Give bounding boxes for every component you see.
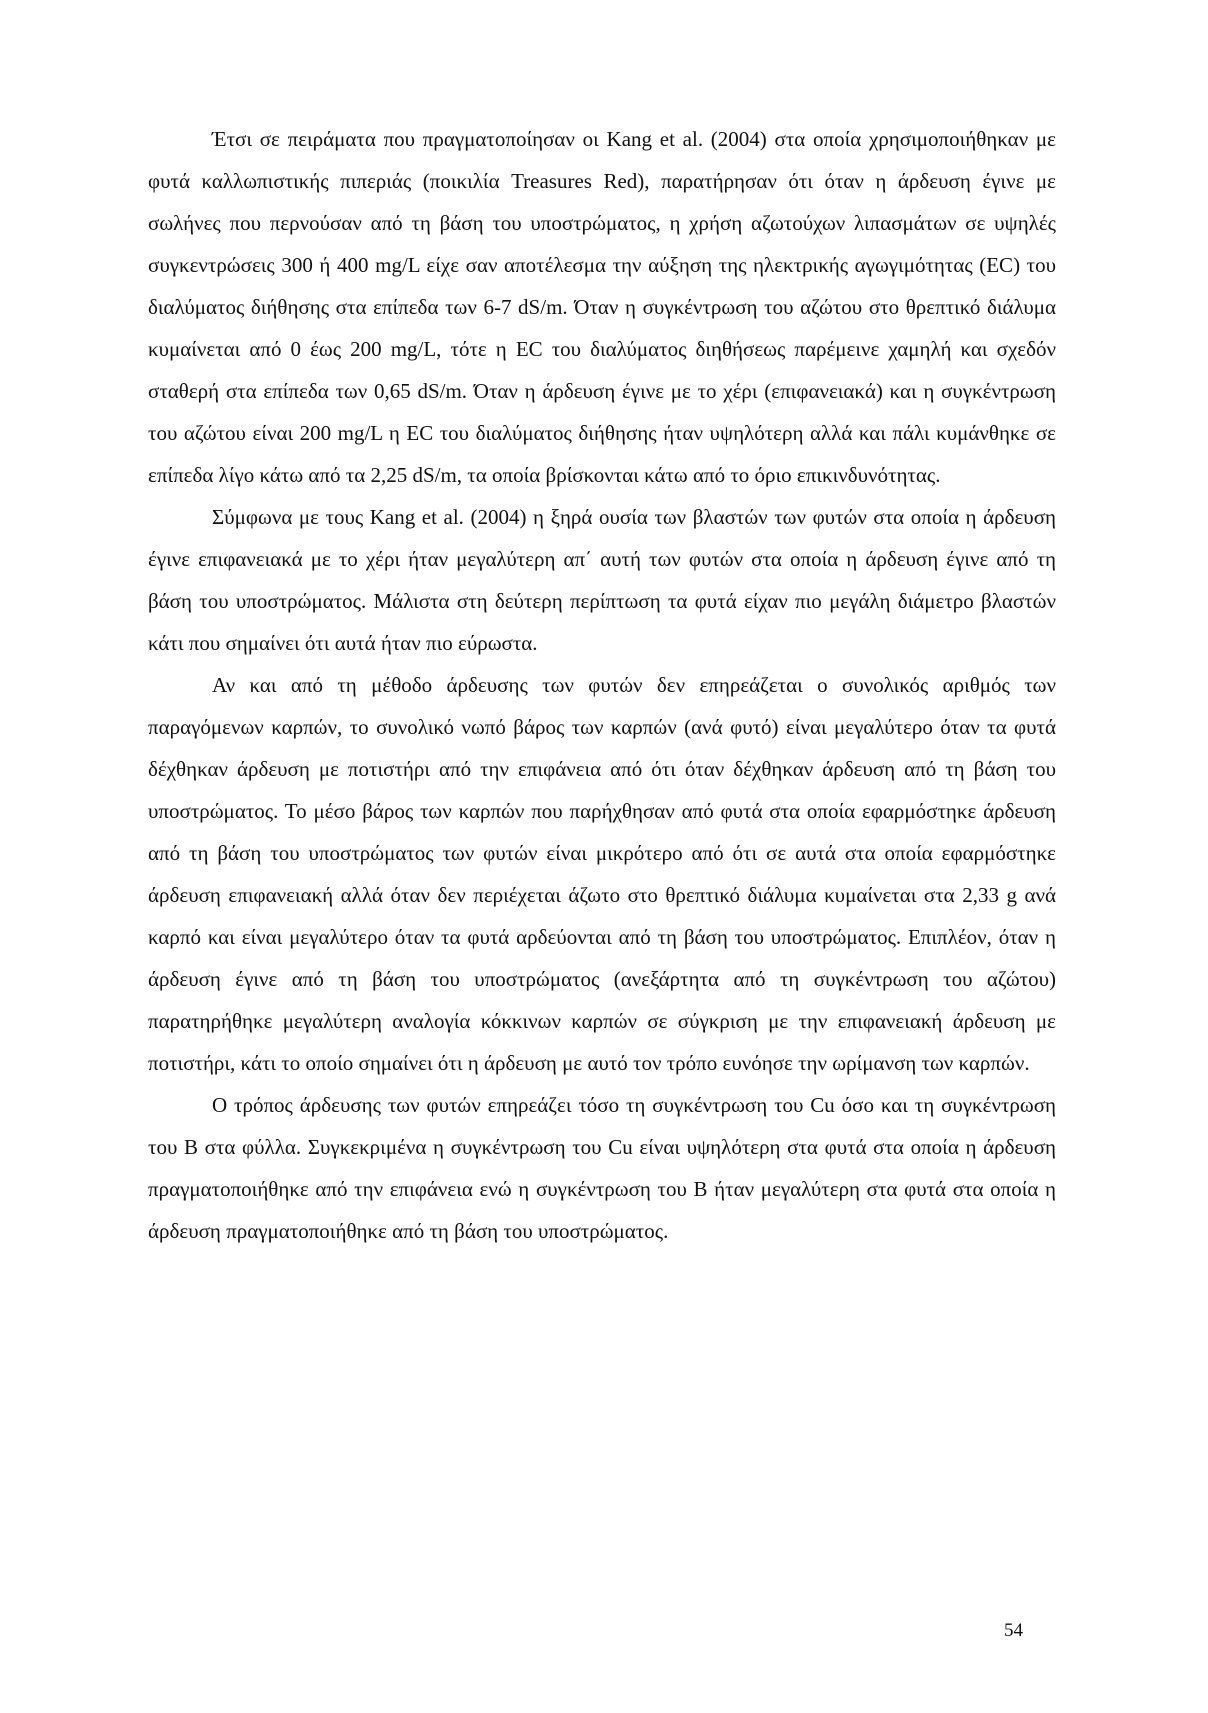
paragraph-cu-b-concentration: Ο τρόπος άρδευσης των φυτών επηρεάζει τόσο τη συγκέντρωση του Cu όσο και τη συγκέντρωση του B στα φύλλα. Συγκεκριμένα η συγκέντρωση του Cu είναι υψηλότερη στα φυτά στα οποία η άρδευση πραγματοποιήθηκε από την επιφάνεια ενώ η συγκέντρωση του B ήταν μεγαλύτερη στα φυτά στα οποία η άρδευση πραγματοποιήθηκε από τη βάση του υποστρώματος. [148,1093,1056,1243]
paragraph-dry-matter: Σύμφωνα με τους Kang et al. (2004) η ξηρά ουσία των βλαστών των φυτών στα οποία η άρδευση έγινε επιφανειακά με το χέρι ήταν μεγαλύτερη απ΄ αυτή των φυτών στα οποία η άρδευση έγινε από τη βάση του υποστρώματος. Μάλιστα στη δεύτερη περίπτωση τα φυτά είχαν πιο μεγάλη διάμετρο βλαστών κάτι που σημαίνει ότι αυτά ήταν πιο εύρωστα. [148,505,1056,655]
page-number: 54 [1004,1620,1023,1641]
paragraph-fruit-weight: Αν και από τη μέθοδο άρδευσης των φυτών δεν επηρεάζεται ο συνολικός αριθμός των παραγόμενων καρπών, το συνολικό νωπό βάρος των καρπών (ανά φυτό) είναι μεγαλύτερο όταν τα φυτά δέχθηκαν άρδευση με ποτιστήρι από την επιφάνεια από ότι όταν δέχθηκαν άρδευση από τη βάση του υποστρώματος. Το μέσο βάρος των καρπών που παρήχθησαν από φυτά στα οποία εφαρμόστηκε άρδευση από τη βάση του υποστρώματος των φυτών είναι μικρότερο από ότι σε αυτά στα οποία εφαρμόστηκε άρδευση επιφανειακή αλλά όταν δεν περιέχεται άζωτο στο θρεπτικό διάλυμα κυμαίνεται στα 2,33 g ανά καρπό και είναι μεγαλύτερο όταν τα φυτά αρδεύονται από τη βάση του υποστρώματος. Επιπλέον, όταν η άρδευση έγινε από τη βάση του υποστρώματος (ανεξάρτητα από τη συγκέντρωση του αζώτου) παρατηρήθηκε μεγαλύτερη αναλογία κόκκινων καρπών σε σύγκριση με την επιφανειακή άρδευση με ποτιστήρι, κάτι το οποίο σημαίνει ότι η άρδευση με αυτό τον τρόπο ευνόησε την ωρίμανση των καρπών. [148,673,1056,1075]
document-body [148,118,1056,1252]
paragraph-irrigation-ec: Έτσι σε πειράματα που πραγματοποίησαν οι Kang et al. (2004) στα οποία χρησιμοποιήθηκαν με φυτά καλλωπιστικής πιπεριάς (ποικιλία Treasures Red), παρατήρησαν ότι όταν η άρδευση έγινε με σωλήνες που περνούσαν από τη βάση του υποστρώματος, η χρήση αζωτούχων λιπασμάτων σε υψηλές συγκεντρώσεις 300 ή 400 mg/L είχε σαν αποτέλεσμα την αύξηση της ηλεκτρικής αγωγιμότητας (EC) του διαλύματος διήθησης στα επίπεδα των 6-7 dS/m. Όταν η συγκέντρωση του αζώτου στο θρεπτικό διάλυμα κυμαίνεται από 0 έως 200 mg/L, τότε η EC του διαλύματος διηθήσεως παρέμεινε χαμηλή και σχεδόν σταθερή στα επίπεδα των 0,65 dS/m. Όταν η άρδευση έγινε με το χέρι (επιφανειακά) και η συγκέντρωση του αζώτου είναι 200 mg/L η EC του διαλύματος διήθησης ήταν υψηλότερη αλλά και πάλι κυμάνθηκε σε επίπεδα λίγο κάτω από τα 2,25 dS/m, τα οποία βρίσκονται κάτω από το όριο επικινδυνότητας. [148,127,1056,487]
